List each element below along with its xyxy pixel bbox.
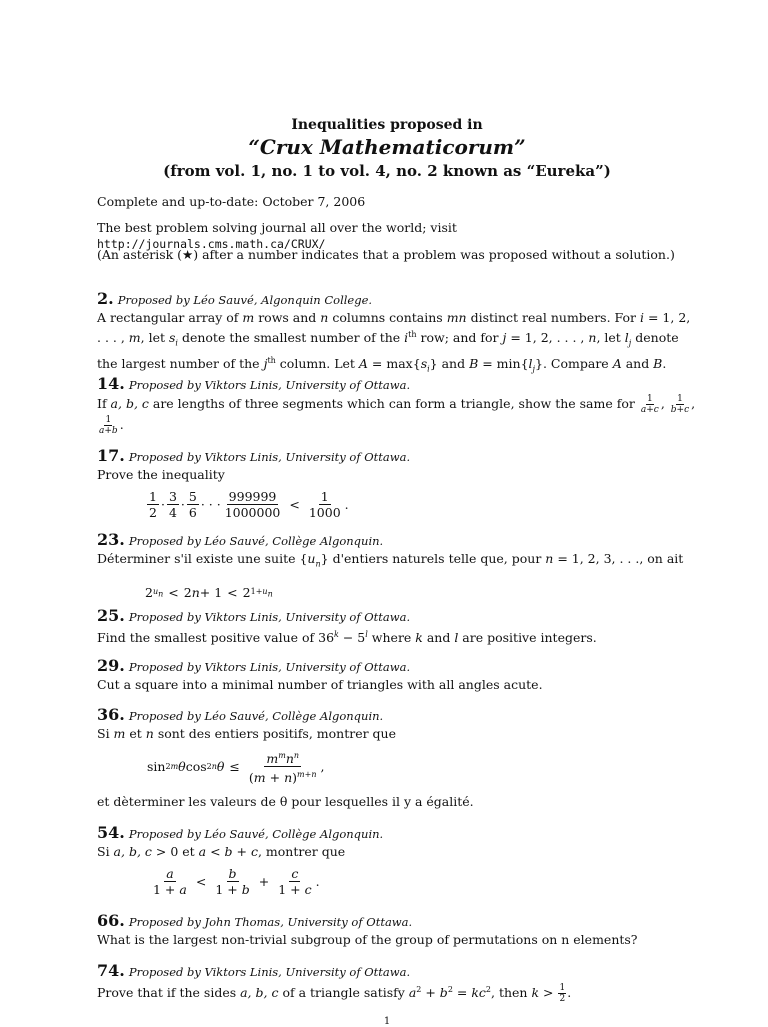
- problem-text: Cut a square into a minimal number of triangles with all angles acute.: [97, 677, 543, 692]
- problem-14: 14. Proposed by Viktors Linis, University of Ottawa. If a, b, c are lengths of three segments which can form a triangle, show the same for $\frac{1}{a+c}$ , $\frac{1}{b+c}$ , $\frac{1}{a+b}$ .: [97, 374, 696, 436]
- problem-2: 2. Proposed by Léo Sauvé, Algonquin College. A rectangular array of m rows and n columns contains mn distinct real numbers. For i = 1, 2, . . . , m, let $s_i$ denote the smallest number of the $i^{th}$ row; and for j = 1, 2, . . . , n, let $l_j$ denote the largest number of the $j^{th}$ column. Let $A = \max\{s_i\}$ and $B = \min\{l_j\}$. Compare A and B.: [97, 290, 697, 377]
- problem-25: 25. Proposed by Viktors Linis, University of Ottawa. Find the smallest positive value of $36^k - 5^l$ where k and l are positive integers.: [97, 607, 697, 646]
- problem-74: 74. Proposed by Viktors Linis, University of Ottawa. Prove that if the sides a, b, c of a triangle satisfy $a^2 + b^2 = kc^2$, then k > $\frac{1}{2}$ .: [97, 962, 697, 1004]
- problem-text: Déterminer s'il existe une suite $\{u_n\}$ d'entiers naturels telle que, pour n = 1, 2, 3, . . ., on ait: [97, 551, 684, 569]
- equation: $\frac{a}{1 + a}$ < $\frac{b}{1 + b}$ + $\frac{c}{1 + c}$ .: [153, 866, 320, 897]
- proposer: Proposed by Viktors Linis, University of Ottawa.: [128, 378, 411, 392]
- problem-text-after: et dèterminer les valeurs de θ pour lesquelles il y a égalité.: [97, 794, 474, 810]
- proposer: Proposed by Viktors Linis, University of Ottawa.: [128, 660, 411, 674]
- problem-29: 29. Proposed by Viktors Linis, University of Ottawa. Cut a square into a minimal number of triangles with all angles acute.: [97, 657, 697, 693]
- problem-text: Find the smallest positive value of $36^k - 5^l$ where k and l are positive integers.: [97, 630, 597, 646]
- problem-text: Si m et n sont des entiers positifs, montrer que: [97, 726, 396, 741]
- star-icon: ★: [182, 247, 194, 262]
- problem-54: 54. Proposed by Léo Sauvé, Collège Algonquin. Si a, b, c > 0 et a < b + c, montrer que $\frac{a}{1 + a}$ < $\frac{b}{1 + b}$ + $\frac{c}{1 + c}$ .: [97, 824, 697, 897]
- problem-text: A rectangular array of m rows and n columns contains mn distinct real numbers. For i = 1, 2, . . . , m, let $s_i$ denote the smallest number of the $i^{th}$ row; and for j = 1, 2, . . . , n, let $l_j$ denote the largest number of the $j^{th}$ column. Let $A = \max\{s_i\}$ and $B = \min\{l_j\}$. Compare A and B.: [97, 310, 691, 374]
- problem-23: 23. Proposed by Léo Sauvé, Collège Algonquin. Déterminer s'il existe une suite $\{u_n\}$ d'entiers naturels telle que, pour n = 1, 2, 3, . . ., on ait 2 $u_n$ < 2 n + 1 < 2 $1+u_n$: [97, 531, 697, 602]
- update-date: Complete and up-to-date: October 7, 2006: [97, 194, 366, 209]
- proposer: Proposed by Léo Sauvé, Collège Algonquin.: [128, 534, 384, 548]
- problem-36: 36. Proposed by Léo Sauvé, Collège Algonquin. Si m et n sont des entiers positifs, montrer que sin 2m θ cos 2n θ ≤ $\frac{m^mn^n}{(m + n)^{m+n}}$ , et dèterminer les valeurs de θ pour lesquelles il y a égalité.: [97, 706, 697, 810]
- problem-text: What is the largest non-trivial subgroup of the group of permutations on n elements?: [97, 932, 638, 947]
- equation: 2 $u_n$ < 2 n + 1 < 2 $1+u_n$: [145, 584, 273, 600]
- proposer: Proposed by Viktors Linis, University of Ottawa.: [128, 610, 411, 624]
- journal-title: “Crux Mathematicorum”: [248, 135, 526, 159]
- proposer: Proposed by Viktors Linis, University of Ottawa.: [128, 450, 411, 464]
- title-block: [97, 115, 677, 181]
- title-line-3: (from vol. 1, no. 1 to vol. 4, no. 2 known as “Eureka”): [163, 162, 611, 180]
- problem-text: If a, b, c are lengths of three segments which can form a triangle, show the same for $\frac{1}{a+c}$ , $\frac{1}{b+c}$ , $\frac{1}{a+b}$ .: [97, 394, 696, 436]
- proposer: Proposed by Léo Sauvé, Algonquin College.: [117, 293, 373, 307]
- equation: $\frac{1}{2}$ · $\frac{3}{4}$ · $\frac{5}{6}$ · · · $\frac{999999}{1000000}$ < $\frac{1}{1000}$ .: [149, 489, 349, 520]
- problem-66: 66. Proposed by John Thomas, University of Ottawa. What is the largest non-trivial subgroup of the group of permutations on n elements?: [97, 912, 697, 948]
- page-number: 1: [383, 1016, 391, 1027]
- asterisk-note: (An asterisk (★) after a number indicates that a problem was proposed without a solution.): [97, 247, 675, 262]
- problem-text: Prove that if the sides a, b, c of a triangle satisfy $a^2 + b^2 = kc^2$, then k > $\frac{1}{2}$ .: [97, 983, 572, 1005]
- problem-17: 17. Proposed by Viktors Linis, University of Ottawa. Prove the inequality $\frac{1}{2}$ · $\frac{3}{4}$ · $\frac{5}{6}$ · · · $\frac{999999}{1000000}$ < $\frac{1}{1000}$ .: [97, 447, 697, 520]
- journal-text: The best problem solving journal all over the world; visit: [97, 220, 457, 235]
- proposer: Proposed by Léo Sauvé, Collège Algonquin.: [128, 827, 384, 841]
- proposer: Proposed by John Thomas, University of Ottawa.: [128, 915, 413, 929]
- proposer: Proposed by Léo Sauvé, Collège Algonquin.: [128, 709, 384, 723]
- title-line-1: Inequalities proposed in: [291, 117, 483, 133]
- equation: sin 2m θ cos 2n θ ≤ $\frac{m^mn^n}{(m + n)^{m+n}}$ ,: [147, 748, 697, 785]
- proposer: Proposed by Viktors Linis, University of Ottawa.: [128, 965, 411, 979]
- problem-text: Prove the inequality: [97, 467, 225, 482]
- problem-text: Si a, b, c > 0 et a < b + c, montrer que: [97, 844, 346, 859]
- journal-link[interactable]: http://journals.cms.math.ca/CRUX/: [97, 237, 326, 251]
